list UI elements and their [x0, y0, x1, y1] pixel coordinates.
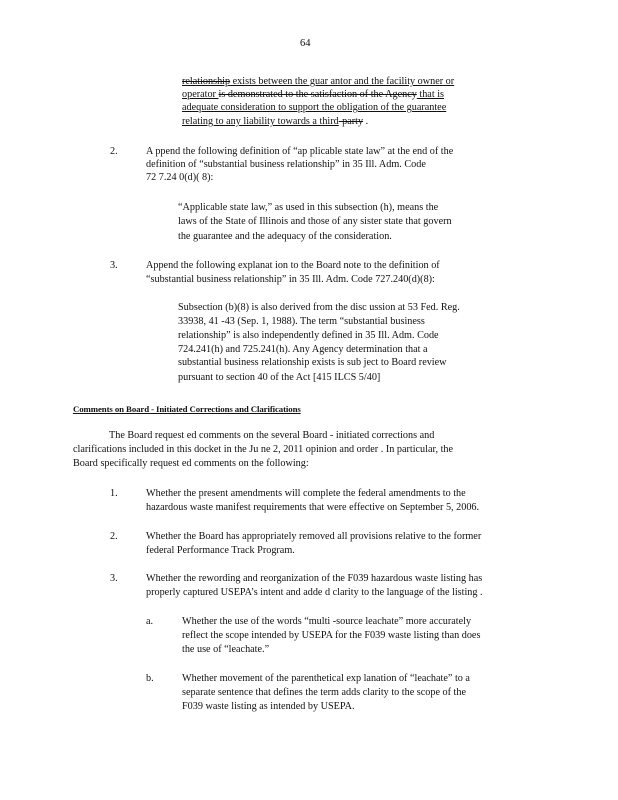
quoted-text-line: laws of the State of Illinois and those of any sister state that govern [178, 216, 452, 227]
comment-text-line: properly captured USEPA’s intent and adde d clarity to the language of the listing . [146, 587, 483, 598]
item-text-line: definition of “substantial business relationship” in 35 Ill. Adm. Code [146, 159, 426, 170]
amended-text-line-4 [182, 116, 368, 129]
comment-number: 2. [110, 531, 118, 542]
underlined-text: exists between the guar antor and the facility owner or [230, 76, 455, 87]
quoted-text-line: “Applicable state law,” as used in this subsection (h), means the [178, 202, 439, 213]
quoted-text-line: relationship” is also independently defined in 35 Ill. Adm. Code [178, 330, 439, 341]
comment-text-line: hazardous waste manifest requirements that were effective on September 5, 2006. [146, 502, 480, 513]
section-heading: Comments on Board - Initiated Corrections and Clarifications [73, 404, 301, 414]
item-number: 3. [110, 260, 118, 271]
item-text-line: “substantial business relationship” in 35 Ill. Adm. Code 727.240(d)(8): [146, 274, 435, 285]
comment-text-line: federal Performance Track Program. [146, 545, 295, 556]
comment-text-line: Whether the present amendments will complete the federal amendments to the [146, 488, 466, 499]
item-text-line: A ppend the following definition of “ap plicable state law” at the end of the [146, 146, 454, 157]
sub-item-text-line: the use of “leachate.” [182, 644, 270, 655]
comment-number: 3. [110, 573, 118, 584]
sub-item-letter: a. [146, 616, 154, 627]
underlined-text: that is [416, 89, 444, 100]
paragraph-line: The Board request ed comments on the several Board - initiated corrections and [109, 430, 435, 441]
sub-item-text-line: Whether movement of the parenthetical exp lanation of “leachate” to a [182, 673, 470, 684]
sub-item-text-line: separate sentence that defines the term adds clarity to the scope of the [182, 687, 467, 698]
struck-text: relationship [182, 76, 231, 87]
amended-text-line-2 [182, 89, 502, 102]
quoted-text-line: pursuant to section 40 of the Act [415 ILCS 5/40] [178, 372, 381, 383]
sub-item-text-line: Whether the use of the words “multi -source leachate” more accurately [182, 616, 472, 627]
line-end: . [363, 116, 369, 127]
comment-text-line: Whether the Board has appropriately removed all provisions relative to the former [146, 531, 482, 542]
sub-item-letter: b. [146, 673, 154, 684]
amended-text-line-1 [182, 76, 502, 89]
quoted-text-line: substantial business relationship exists is sub ject to Board review [178, 357, 447, 368]
item-text-line: 72 7.24 0(d)( 8): [146, 172, 214, 183]
underlined-text: relating to any liability towards a third [182, 116, 339, 127]
struck-text: is demonstrated to the satisfaction of the Agency [218, 89, 417, 100]
amended-text-line-3: adequate consideration to support the obligation of the guarantee [182, 102, 447, 113]
struck-text: -party [338, 116, 364, 127]
comment-text-line: Whether the rewording and reorganization of the F039 hazardous waste listing has [146, 573, 483, 584]
sub-item-text-line: reflect the scope intended by USEPA for the F039 waste listing than does [182, 630, 481, 641]
item-number: 2. [110, 146, 118, 157]
item-text-line: Append the following explanat ion to the Board note to the definition of [146, 260, 440, 271]
paragraph-line: Board specifically request ed comments on the following: [73, 458, 309, 469]
sub-item-text-line: F039 waste listing as intended by USEPA. [182, 701, 355, 712]
underlined-text: operator [182, 89, 219, 100]
comment-number: 1. [110, 488, 118, 499]
page-number: 64 [300, 38, 311, 49]
quoted-text-line: 33938, 41 -43 (Sep. 1, 1988). The term “substantial business [178, 316, 425, 327]
quoted-text-line: the guarantee and the adequacy of the consideration. [178, 231, 392, 242]
quoted-text-line: Subsection (b)(8) is also derived from the disc ussion at 53 Fed. Reg. [178, 302, 460, 313]
quoted-text-line: 724.241(h) and 725.241(h). Any Agency determination that a [178, 344, 428, 355]
paragraph-line: clarifications included in this docket in the Ju ne 2, 2011 opinion and order . In particular, the [73, 444, 454, 455]
